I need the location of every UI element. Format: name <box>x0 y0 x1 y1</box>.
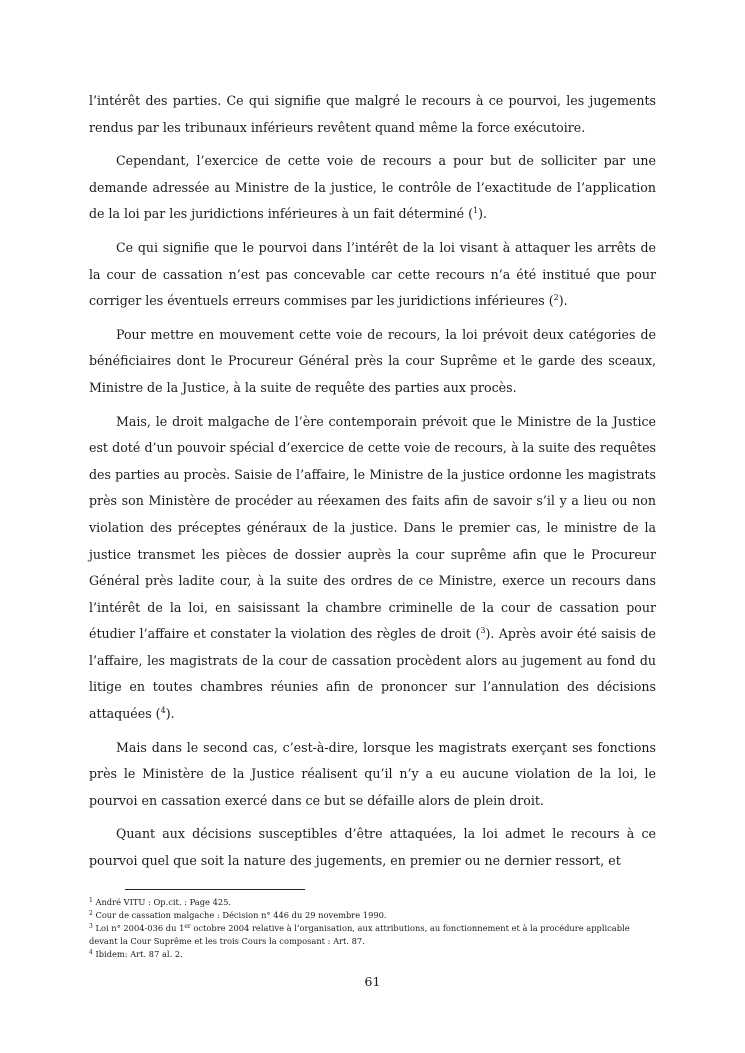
paragraph-5: Mais, le droit malgache de l’ère contemporain prévoit que le Ministre de la Justice est doté d’un pouvoir spécial d’exercice de cette voie de recours, à la suite des requêtes des parties au procès. Saisie de l’affaire, le Ministre de la justice ordonne les magistrats près son Ministère de procéder au réexamen des faits afin de savoir s’il y a lieu ou non violation des préceptes généraux de la justice. Dans le premier cas, le ministre de la justice transmet les pièces de dossier auprès la cour suprême afin que le Procureur Général près ladite cour, à la suite des ordres de ce Ministre, exerce un recours dans l’intérêt de la loi, en saisissant la chambre criminelle de la cour de cassation pour étudier l’affaire et constater la violation des règles de droit ($^3$). Après avoir été saisis de l’affaire, les magistrats de la cour de cassation procèdent alors au jugement au fond du litige en toutes chambres réunies afin de prononcer sur l’annulation des décisions attaquées ($^4$). <box>89 413 656 722</box>
paragraph-4: Pour mettre en mouvement cette voie de recours, la loi prévoit deux catégories de bénéficiaires dont le Procureur Général près la cour Suprême et le garde des sceaux, Ministre de la Justice, à la suite de requête des parties aux procès. <box>89 326 656 395</box>
footnote-ref-4[interactable]: 4 <box>160 706 166 716</box>
paragraph-7: Quant aux décisions susceptibles d’être attaquées, la loi admet le recours à ce pourvoi quel que soit la nature des jugements, en premier ou ne dernier ressort, et <box>89 826 656 869</box>
body-text <box>89 88 656 882</box>
page-number: 61 <box>364 974 381 989</box>
footnote-separator <box>125 889 305 890</box>
footnote-ref-2[interactable]: 2 <box>553 293 559 303</box>
paragraph-6: Mais dans le second cas, c’est-à-dire, lorsque les magistrats exerçant ses fonctions près le Ministère de la Justice réalisent qu’il n’y a eu aucune violation de la loi, le pourvoi en cassation exercé dans ce but se défaille alors de plein droit. <box>89 739 656 808</box>
footnote-3: $^3$ Loi n° 2004-036 du 1er octobre 2004 relative à l’organisation, aux attributions, au fonctionnement et à la procédure applicable devant la Cour Suprême et les trois Cours la composant : Art. 87. <box>89 923 630 946</box>
paragraph-3: Ce qui signifie que le pourvoi dans l’intérêt de la loi visant à attaquer les arrêts de la cour de cassation n’est pas concevable car cette recours n’a été institué que pour corriger les éventuels erreurs commises par les juridictions inférieures ($^2$). <box>89 239 656 309</box>
footnotes <box>89 896 656 961</box>
paragraph-1: l’intérêt des parties. Ce qui signifie que malgré le recours à ce pourvoi, les jugements rendus par les tribunaux inférieurs revêtent quand même la force exécutoire. <box>89 93 656 135</box>
footnote-2: $^2$ Cour de cassation malgache : Décision n° 446 du 29 novembre 1990. <box>89 910 387 920</box>
footnote-ref-1[interactable]: 1 <box>473 206 479 216</box>
footnote-1: $^1$ André VITU : Op.cit. : Page 425. <box>89 897 232 907</box>
footnote-4: $^4$ Ibidem: Art. 87 al. 2. <box>89 949 183 959</box>
footnote-ref-3[interactable]: 3 <box>480 626 486 636</box>
paragraph-2: Cependant, l’exercice de cette voie de recours a pour but de solliciter par une demande adressée au Ministre de la justice, le contrôle de l’exactitude de l’application de la loi par les juridictions inférieures à un fait déterminé ($^1$). <box>89 153 656 222</box>
